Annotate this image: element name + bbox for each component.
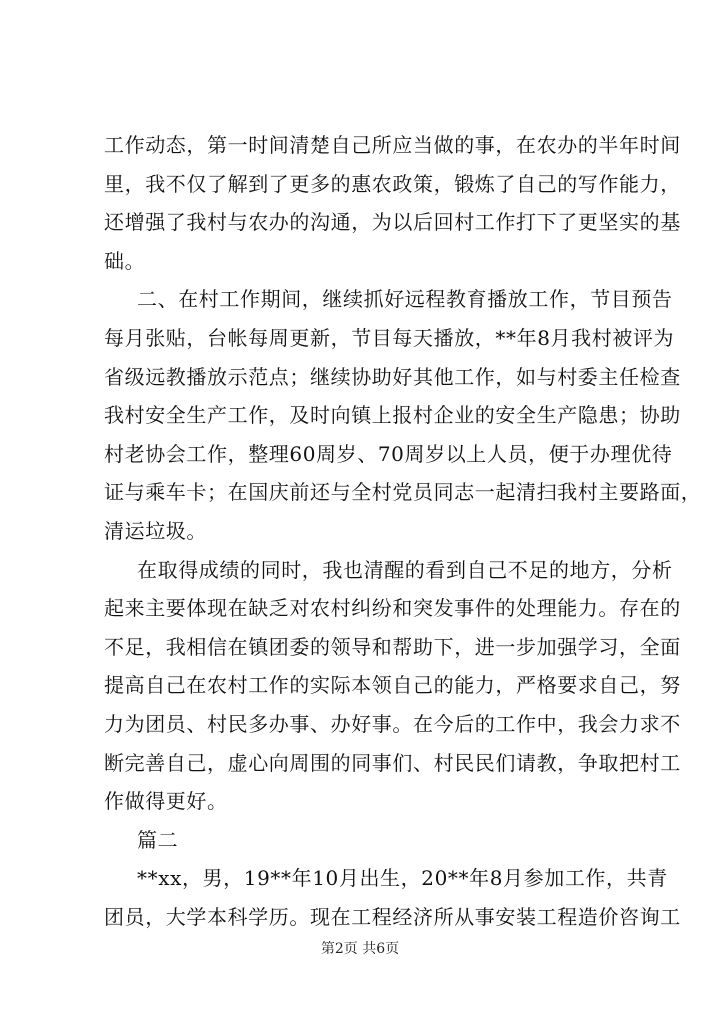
- text-line: 省级远教播放示范点；继续协助好其他工作，如与村委主任检查: [104, 364, 681, 389]
- text-line: 篇二: [137, 827, 179, 852]
- text-line: 还增强了我村与农办的沟通，为以后回村工作打下了更坚实的基: [104, 210, 681, 235]
- text-line: 断完善自己，虚心向周围的同事们、村民民们请教，争取把村工: [104, 750, 681, 775]
- text-line: 不足，我相信在镇团委的领导和帮助下，进一步加强学习，全面: [104, 634, 681, 659]
- text-line: 力为团员、村民多办事、办好事。在今后的工作中，我会力求不: [104, 711, 681, 736]
- page-footer: 第2页 共6页: [320, 941, 400, 957]
- text-line: 起来主要体现在缺乏对农村纠纷和突发事件的处理能力。存在的: [104, 596, 681, 621]
- text-line: 二、在村工作期间，继续抓好远程教育播放工作，节目预告: [137, 287, 673, 312]
- text-line: 团员，大学本科学历。现在工程经济所从事安装工程造价咨询工: [104, 904, 681, 929]
- body-text: [104, 126, 702, 936]
- text-line: **xx，男，19**年10月出生，20**年8月参加工作，共青: [137, 866, 668, 891]
- text-line: 提高自己在农村工作的实际本领自己的能力，严格要求自己，努: [104, 673, 681, 698]
- text-line: 工作动态，第一时间清楚自己所应当做的事，在农办的半年时间: [104, 133, 681, 157]
- text-line: 里，我不仅了解到了更多的惠农政策，锻炼了自己的写作能力，: [104, 171, 681, 196]
- text-line: 作做得更好。: [104, 789, 228, 814]
- text-line: 清运垃圾。: [104, 518, 207, 543]
- text-line: 我村安全生产工作，及时向镇上报村企业的安全生产隐患；协助: [104, 403, 681, 428]
- text-line: 村老协会工作，整理60周岁、70周岁以上人员，便于办理优待: [104, 441, 673, 466]
- text-line: 在取得成绩的同时，我也清醒的看到自己不足的地方，分析: [137, 557, 673, 582]
- text-line: 础。: [104, 248, 146, 273]
- text-line: 每月张贴，台帐每周更新，节目每天播放，**年8月我村被评为: [104, 325, 675, 350]
- text-line: 证与乘车卡；在国庆前还与全村党员同志一起清扫我村主要路面，: [104, 480, 702, 505]
